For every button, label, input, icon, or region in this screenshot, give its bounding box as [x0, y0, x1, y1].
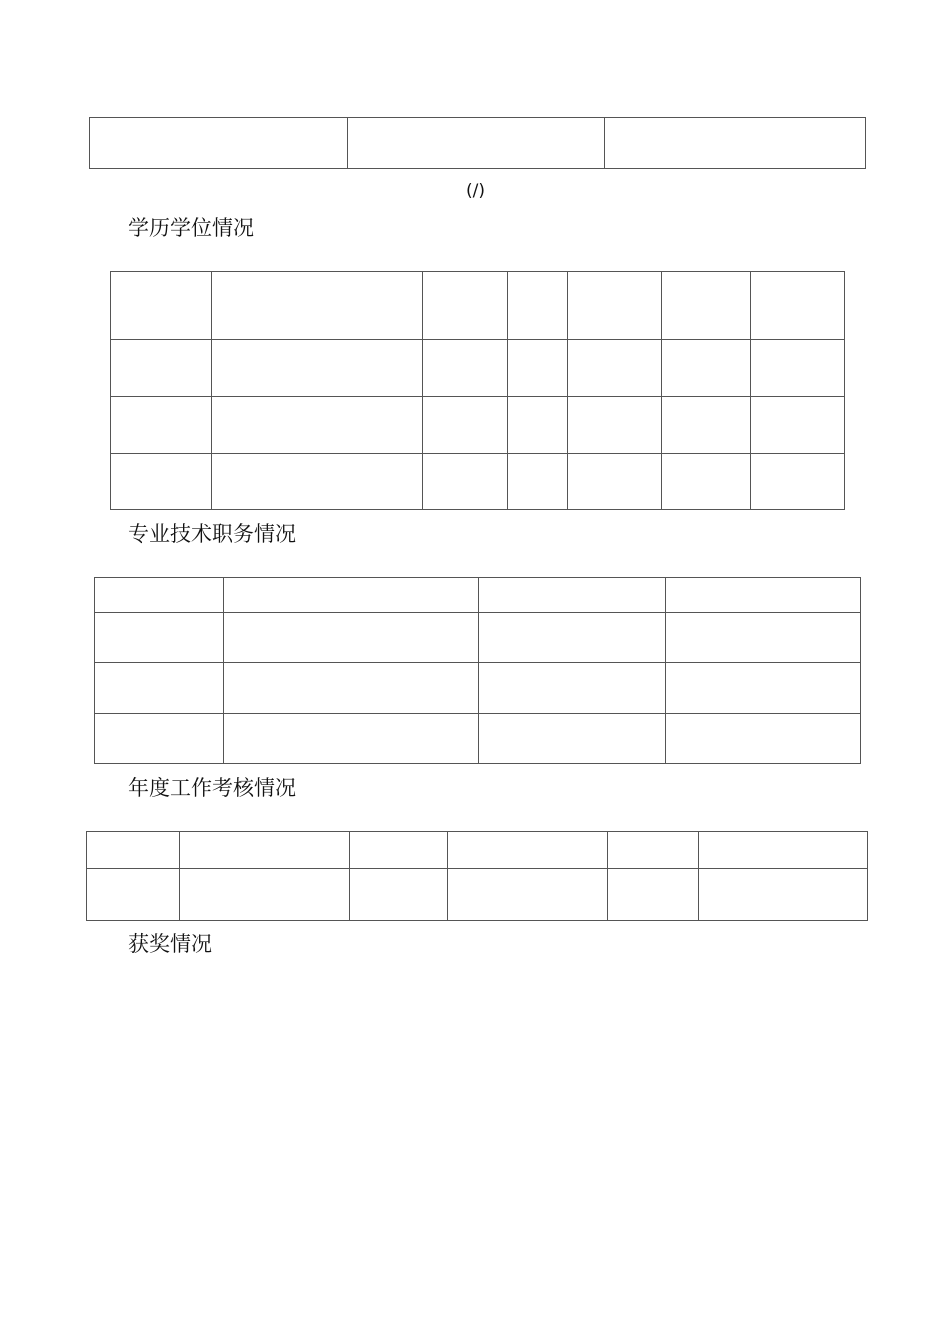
table-cell: [350, 832, 448, 869]
table-cell: [111, 397, 212, 454]
table-cell: [95, 613, 224, 663]
table-cell: [666, 663, 861, 714]
table-row: [95, 663, 861, 714]
table-cell: [662, 272, 751, 340]
table-cell: [568, 272, 662, 340]
table-cell: [448, 832, 608, 869]
section-heading-annual-assessment: 年度工作考核情况: [128, 776, 296, 800]
table-cell: [568, 454, 662, 510]
annual-assessment-table: [86, 831, 868, 921]
table-cell: [111, 340, 212, 397]
table-cell: [662, 397, 751, 454]
table-cell: [224, 663, 479, 714]
section-heading-professional-title: 专业技术职务情况: [128, 522, 296, 546]
table-cell: [608, 832, 699, 869]
table-cell: [666, 613, 861, 663]
table-row: [111, 454, 845, 510]
table-cell: [608, 869, 699, 921]
section-heading-education: 学历学位情况: [128, 216, 254, 240]
table-cell: [699, 869, 868, 921]
table-cell: [224, 714, 479, 764]
table-cell: [479, 613, 666, 663]
table-cell: [212, 272, 423, 340]
table-cell: [212, 397, 423, 454]
table-cell: [224, 578, 479, 613]
table-cell: [605, 118, 866, 169]
table-cell: [479, 578, 666, 613]
table-cell: [180, 832, 350, 869]
table-cell: [751, 340, 845, 397]
table-row: [87, 869, 868, 921]
table-cell: [662, 454, 751, 510]
table-row: [95, 578, 861, 613]
table-row: [111, 272, 845, 340]
professional-title-table: [94, 577, 861, 764]
table-cell: [508, 340, 568, 397]
table-cell: [423, 397, 508, 454]
table-cell: [423, 454, 508, 510]
table-cell: [350, 869, 448, 921]
table-cell: [95, 714, 224, 764]
section-heading-awards: 获奖情况: [128, 932, 212, 956]
table-cell: [87, 832, 180, 869]
table-cell: [90, 118, 348, 169]
table-row: [87, 832, 868, 869]
table-row: [111, 340, 845, 397]
table-cell: [666, 578, 861, 613]
table-cell: [751, 272, 845, 340]
table-cell: [751, 397, 845, 454]
table-cell: [95, 578, 224, 613]
table-cell: [423, 272, 508, 340]
table-cell: [448, 869, 608, 921]
table-row: [95, 613, 861, 663]
table-cell: [568, 397, 662, 454]
table-row: [95, 714, 861, 764]
table-cell: [699, 832, 868, 869]
page-marker: (/): [466, 181, 485, 201]
table-cell: [508, 454, 568, 510]
table-cell: [348, 118, 605, 169]
table-cell: [508, 272, 568, 340]
table-cell: [87, 869, 180, 921]
table-cell: [111, 272, 212, 340]
table-cell: [479, 663, 666, 714]
table-cell: [212, 454, 423, 510]
education-table: [110, 271, 845, 510]
table-cell: [423, 340, 508, 397]
table-row: [90, 118, 866, 169]
table-cell: [508, 397, 568, 454]
table-cell: [111, 454, 212, 510]
top-table: [89, 117, 866, 169]
table-cell: [180, 869, 350, 921]
table-cell: [479, 714, 666, 764]
table-row: [111, 397, 845, 454]
table-cell: [224, 613, 479, 663]
table-cell: [95, 663, 224, 714]
table-cell: [212, 340, 423, 397]
table-cell: [662, 340, 751, 397]
table-cell: [666, 714, 861, 764]
table-cell: [568, 340, 662, 397]
table-cell: [751, 454, 845, 510]
